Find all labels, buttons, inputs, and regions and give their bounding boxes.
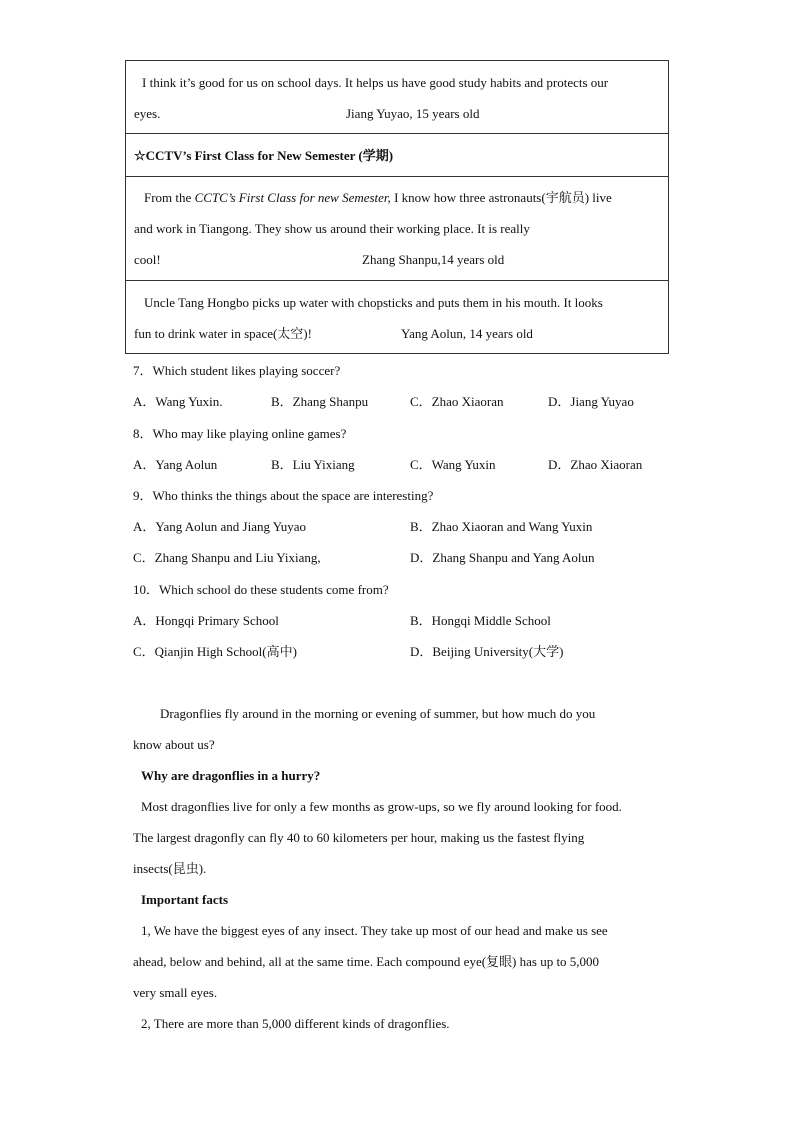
quote-table (125, 60, 669, 354)
comment-line (134, 318, 660, 349)
passage-line: Dragonflies fly around in the morning or evening of summer, but how much do you (160, 706, 596, 721)
question-10: 10．Which school do these students come from? (133, 582, 389, 597)
passage-heading: Why are dragonflies in a hurry? (141, 768, 321, 783)
comment-text: eyes. (134, 106, 161, 121)
option-7a: A．Wang Yuxin. (133, 394, 223, 409)
comment-line: and work in Tiangong. They show us around their working place. It is really (134, 221, 530, 236)
question-7: 7．Which student likes playing soccer? (133, 363, 341, 378)
option-10d: D．Beijing University(大学) (410, 644, 564, 659)
table-row (126, 61, 669, 134)
comment-text: I know how three astronauts(宇航员) live (390, 190, 612, 205)
passage-line: know about us? (133, 737, 215, 752)
option-8a: A．Yang Aolun (133, 457, 218, 472)
option-8c: C．Wang Yuxin (410, 457, 496, 472)
passage-line: very small eyes. (133, 985, 218, 1000)
comment-text: fun to drink water in space(太空)! (134, 326, 312, 341)
question-8: 8．Who may like playing online games? (133, 426, 347, 441)
comment-line: Uncle Tang Hongbo picks up water with chopsticks and puts them in his mouth. It looks (144, 295, 603, 310)
comment-line (134, 98, 660, 129)
comment-line (134, 244, 660, 275)
option-10a: A．Hongqi Primary School (133, 613, 279, 628)
option-9a: A．Yang Aolun and Jiang Yuyao (133, 519, 306, 534)
table-row (126, 134, 669, 177)
passage-heading: Important facts (141, 892, 229, 907)
option-9b: B．Zhao Xiaoran and Wang Yuxin (410, 519, 593, 534)
option-8d: D．Zhao Xiaoran (548, 457, 643, 472)
program-title: CCTC’s First Class for new Semester, (194, 190, 391, 205)
table-row (126, 177, 669, 281)
question-9: 9．Who thinks the things about the space are interesting? (133, 488, 434, 503)
passage-line: The largest dragonfly can fly 40 to 60 kilometers per hour, making us the fastest flying (133, 830, 585, 845)
comment-signature: Yang Aolun, 14 years old (401, 326, 533, 341)
option-7b: B．Zhang Shanpu (271, 394, 369, 409)
passage-line: Most dragonflies live for only a few months as grow-ups, so we fly around looking for food. (141, 799, 622, 814)
comment-text: cool! (134, 252, 161, 267)
option-10c: C．Qianjin High School(高中) (133, 644, 297, 659)
comment-text: From the (144, 190, 195, 205)
comment-line (134, 182, 660, 213)
passage (133, 698, 673, 1039)
option-7c: C．Zhao Xiaoran (410, 394, 504, 409)
option-10b: B．Hongqi Middle School (410, 613, 551, 628)
option-9c: C．Zhang Shanpu and Liu Yixiang, (133, 550, 321, 565)
option-9d: D．Zhang Shanpu and Yang Aolun (410, 550, 595, 565)
section-heading: ☆CCTV’s First Class for New Semester (学期) (134, 148, 394, 163)
option-7d: D．Jiang Yuyao (548, 394, 634, 409)
table-row (126, 281, 669, 354)
option-8b: B．Liu Yixiang (271, 457, 355, 472)
passage-line: ahead, below and behind, all at the same time. Each compound eye(复眼) has up to 5,000 (133, 954, 600, 969)
passage-line: 2, There are more than 5,000 different kinds of dragonflies. (141, 1016, 450, 1031)
comment-signature: Zhang Shanpu,14 years old (362, 252, 505, 267)
passage-line: insects(昆虫). (133, 861, 207, 876)
comment-line: I think it’s good for us on school days. It helps us have good study habits and protects our (142, 75, 609, 90)
comment-signature: Jiang Yuyao, 15 years old (346, 106, 480, 121)
passage-line: 1, We have the biggest eyes of any insect. They take up most of our head and make us see (141, 923, 608, 938)
